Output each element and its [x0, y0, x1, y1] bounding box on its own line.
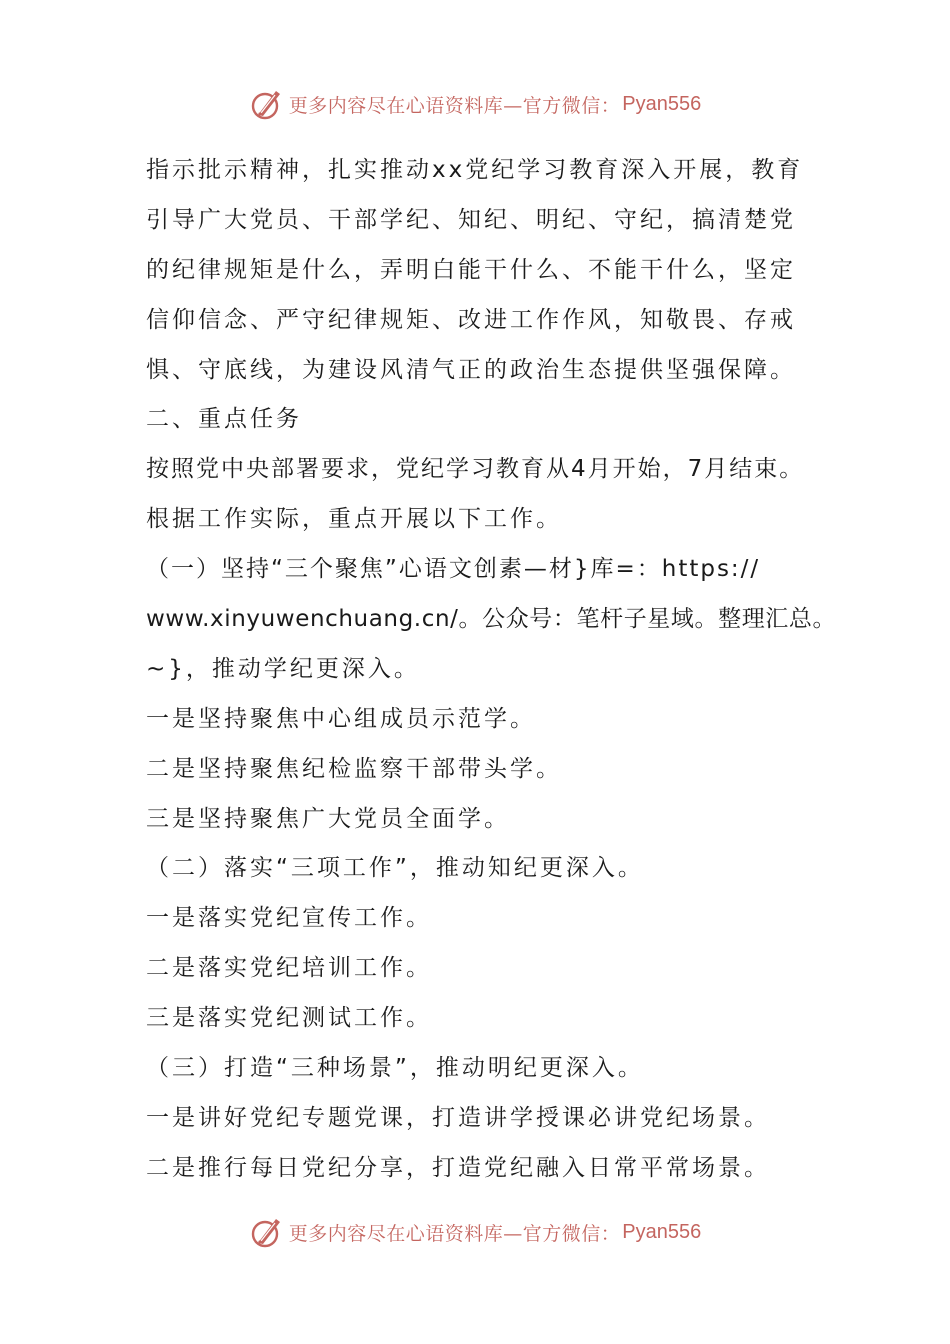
paragraph-line: 惧、守底线，为建设风清气正的政治生态提供坚强保障。	[146, 356, 796, 383]
paragraph-line: 按照党中央部署要求，党纪学习教育从4月开始，7月结束。	[146, 456, 805, 483]
list-item: 二是坚持聚焦纪检监察干部带头学。	[146, 755, 562, 782]
quill-pen-logo-icon	[249, 86, 285, 122]
banner-text: 更多内容尽在心语资料库—官方微信：	[288, 94, 621, 117]
paragraph-line: ~}，推动学纪更深入。	[146, 655, 420, 682]
subheading-line: （二）落实“三项工作”，推动知纪更深入。	[146, 855, 644, 882]
list-item: 二是落实党纪培训工作。	[146, 955, 432, 982]
list-item: 三是坚持聚焦广大党员全面学。	[146, 805, 510, 832]
list-item: 一是讲好党纪专题党课，打造讲学授课必讲党纪场景。	[146, 1104, 770, 1131]
subheading-line: （一）坚持“三个聚焦”心语文创素—材}库=：https://	[146, 556, 761, 583]
list-item: 一是坚持聚焦中心组成员示范学。	[146, 705, 536, 732]
paragraph-line: 引导广大党员、干部学纪、知纪、明纪、守纪，搞清楚党	[146, 206, 796, 233]
section-heading: 二、重点任务	[146, 406, 302, 433]
list-item: 三是落实党纪测试工作。	[146, 1005, 432, 1032]
footer-banner	[0, 1212, 950, 1252]
paragraph-line: 信仰信念、严守纪律规矩、改进工作作风，知敬畏、存戒	[146, 306, 796, 333]
banner-text: 更多内容尽在心语资料库—官方微信：	[288, 1222, 621, 1245]
list-item: 一是落实党纪宣传工作。	[146, 905, 432, 932]
header-banner	[0, 84, 950, 124]
paragraph-line: 的纪律规矩是什么，弄明白能干什么、不能干什么，坚定	[146, 256, 796, 283]
quill-pen-logo-icon	[249, 1214, 285, 1250]
list-item: 二是推行每日党纪分享，打造党纪融入日常平常场景。	[146, 1154, 770, 1181]
paragraph-line: 指示批示精神，扎实推动xx党纪学习教育深入开展，教育	[146, 157, 804, 183]
body-text	[146, 146, 836, 1194]
banner-wechat-handle: Pyan556	[622, 92, 702, 115]
paragraph-line: 根据工作实际，重点开展以下工作。	[146, 506, 562, 533]
subheading-line: （三）打造“三种场景”，推动明纪更深入。	[146, 1055, 644, 1082]
banner-wechat-handle: Pyan556	[622, 1220, 702, 1243]
paragraph-line: www.xinyuwenchuang.cn/。公众号：笔杆子星域。整理汇总。	[146, 606, 837, 633]
